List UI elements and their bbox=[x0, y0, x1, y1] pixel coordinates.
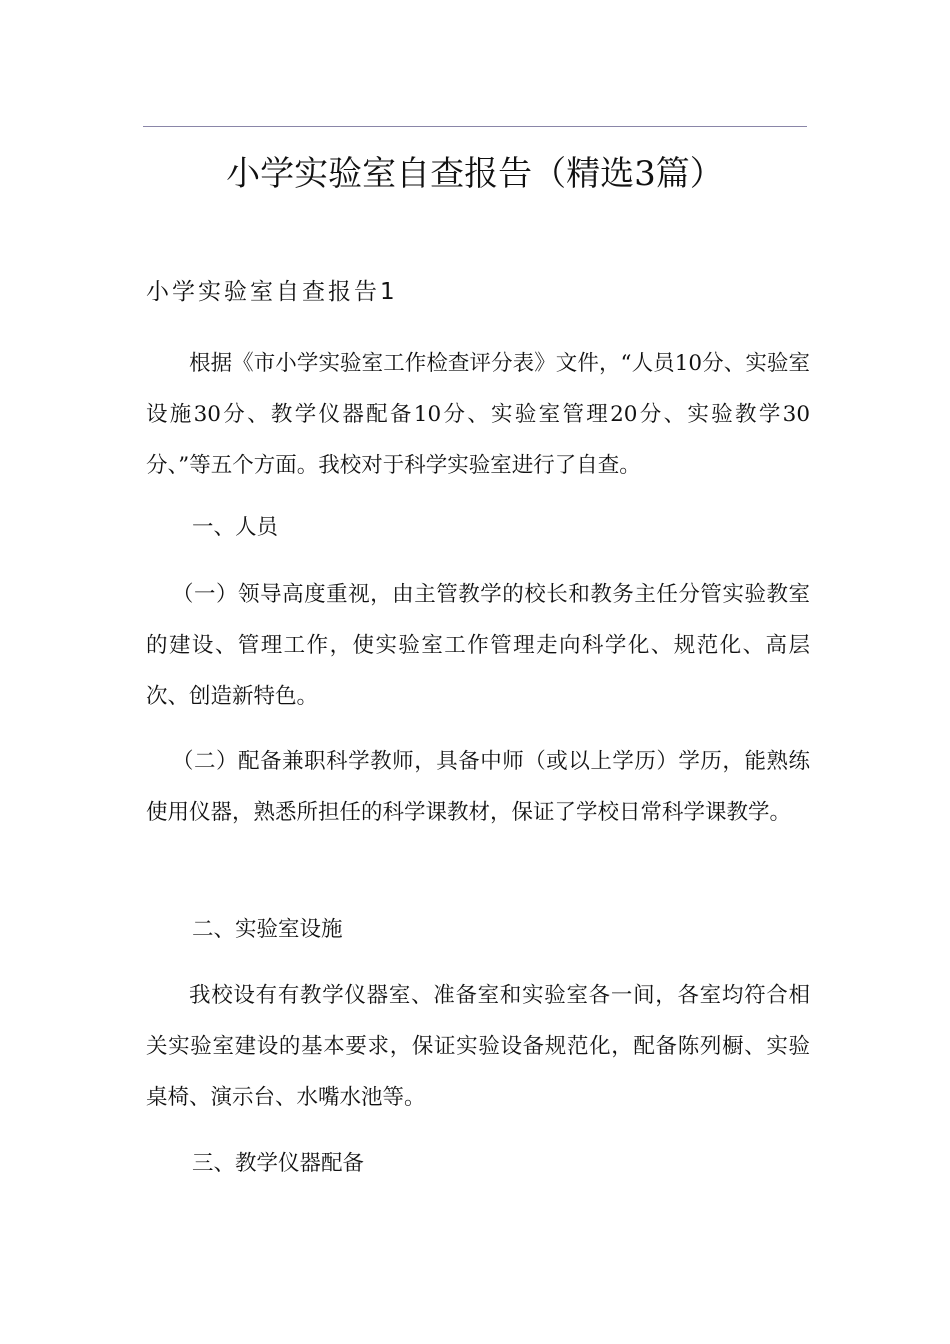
document-title: 小学实验室自查报告（精选3篇） bbox=[226, 154, 724, 194]
header-rule bbox=[143, 126, 807, 127]
intro-paragraph: 根据《市小学实验室工作检查评分表》文件，“人员10分、实验室设施30分、教学仪器配备10分、实验室管理20分、实验教学30分、”等五个方面。我校对于科学实验室进行了自查。 bbox=[146, 351, 810, 478]
subheading-personnel: 一、人员 bbox=[192, 515, 279, 540]
subheading-facilities: 二、实验室设施 bbox=[192, 917, 343, 942]
subheading-instruments: 三、教学仪器配备 bbox=[192, 1151, 365, 1176]
paragraph-teachers: （二）配备兼职科学教师，具备中师（或以上学历）学历，能熟练使用仪器，熟悉所担任的科学课教材，保证了学校日常科学课教学。 bbox=[146, 749, 810, 825]
paragraph-leadership: （一）领导高度重视，由主管教学的校长和教务主任分管实验教室的建设、管理工作，使实验室工作管理走向科学化、规范化、高层次、创造新特色。 bbox=[146, 582, 810, 709]
section-heading: 小学实验室自查报告1 bbox=[146, 279, 398, 305]
paragraph-facilities: 我校设有有教学仪器室、准备室和实验室各一间，各室均符合相关实验室建设的基本要求，保证实验设备规范化，配备陈列橱、实验桌椅、演示台、水嘴水池等。 bbox=[146, 983, 810, 1110]
